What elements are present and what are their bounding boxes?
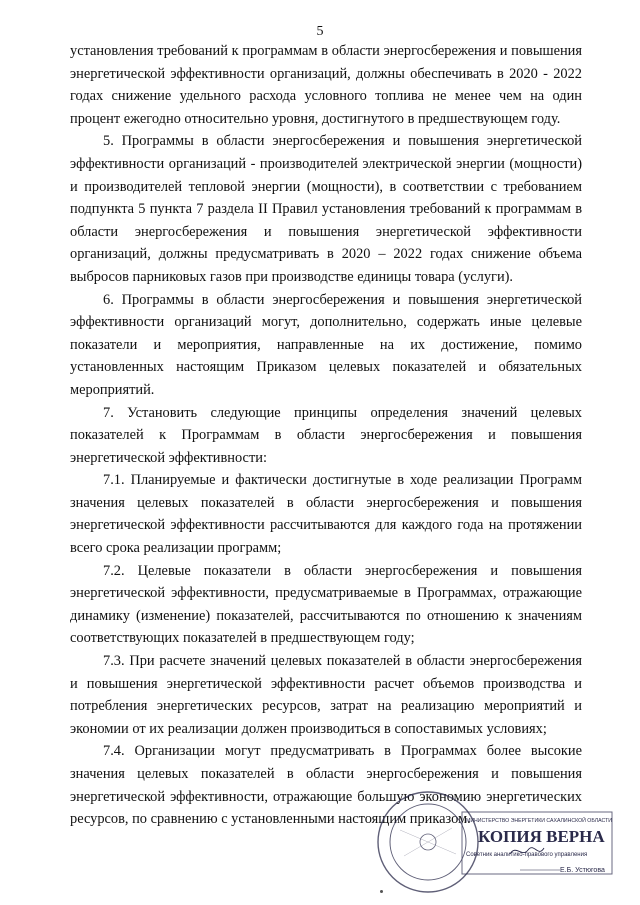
paragraph-6: 6. Программы в области энергосбережения и повышения энергетической эффективности организаций могут, дополнительно, содержать иные целевые показатели и мероприятия, направленные на их достижение, помимо установленных настоящим Приказом целевых показателей и обязательных мероприятий.	[70, 291, 582, 398]
paragraph-5: 5. Программы в области энергосбережения и повышения энергетической эффективности организаций - производителей электрической энергии (мощности) и производителей тепловой энергии (мощности), в соответствии с требованием подпункта 5 пункта 7 раздела II Правил установления требований к программам в области энергосбережения и повышения энергетической эффективности организаций, должны предусматривать в 2020 – 2022 годах снижение объема выбросов парниковых газов при производстве единицы товара (услуги).	[70, 133, 582, 285]
stamp-org: МИНИСТЕРСТВО ЭНЕРГЕТИКИ САХАЛИНСКОЙ ОБЛАСТИ	[466, 818, 612, 824]
paragraph-7-3: 7.3. При расчете значений целевых показателей в области энергосбережения и повышения энергетической эффективности расчет объемов производства и потребления энергетических ресурсов, затрат на реализацию мероприятий и экономии от их реализации должен производиться в сопоставимых условиях;	[70, 653, 582, 737]
page-number: 5	[316, 24, 324, 39]
stamp-signer: Е.Б. Устюгова	[560, 867, 605, 874]
round-seal-icon	[378, 792, 478, 892]
paragraph-continuation: установления требований к программам в области энергосбережения и повышения энергетической эффективности организаций, должны обеспечивать в 2020 - 2022 годах снижение удельного расхода условного топлива не менее чем на один процент ежегодно относительно уровня, достигнутого в предшествующем году.	[70, 43, 582, 127]
paragraph-7-1: 7.1. Планируемые и фактически достигнутые в ходе реализации Программ значения целевых показателей в области энергосбережения и повышения энергетической эффективности рассчитываются для каждого года на протяжении всего срока реализации программ;	[70, 472, 582, 557]
scan-speck	[380, 890, 383, 893]
stamp-copy-label: КОПИЯ ВЕРНА	[478, 827, 605, 846]
stamp-role: Советник аналитико-правового управления	[466, 852, 588, 858]
paragraph-7-2: 7.2. Целевые показатели в области энергосбережения и повышения энергетической эффективности, предусматриваемые в Программах, отражающие динамику (изменение) показателей, рассчитываются по отношению к значениям соответствующих показателей в предшествующем году;	[70, 562, 582, 647]
document-body	[70, 40, 582, 831]
paragraph-7: 7. Установить следующие принципы определения значений целевых показателей к Программам в области энергосбережения и повышения энергетической эффективности:	[70, 404, 582, 466]
certification-stamp	[370, 790, 616, 898]
paragraph-7-4: 7.4. Организации могут предусматривать в Программах более высокие значения целевых показателей в области энергосбережения и повышения энергетической эффективности, отражающие большую экономию энергетических ресурсов, по сравнению с установленными настоящим приказом.	[70, 743, 582, 828]
